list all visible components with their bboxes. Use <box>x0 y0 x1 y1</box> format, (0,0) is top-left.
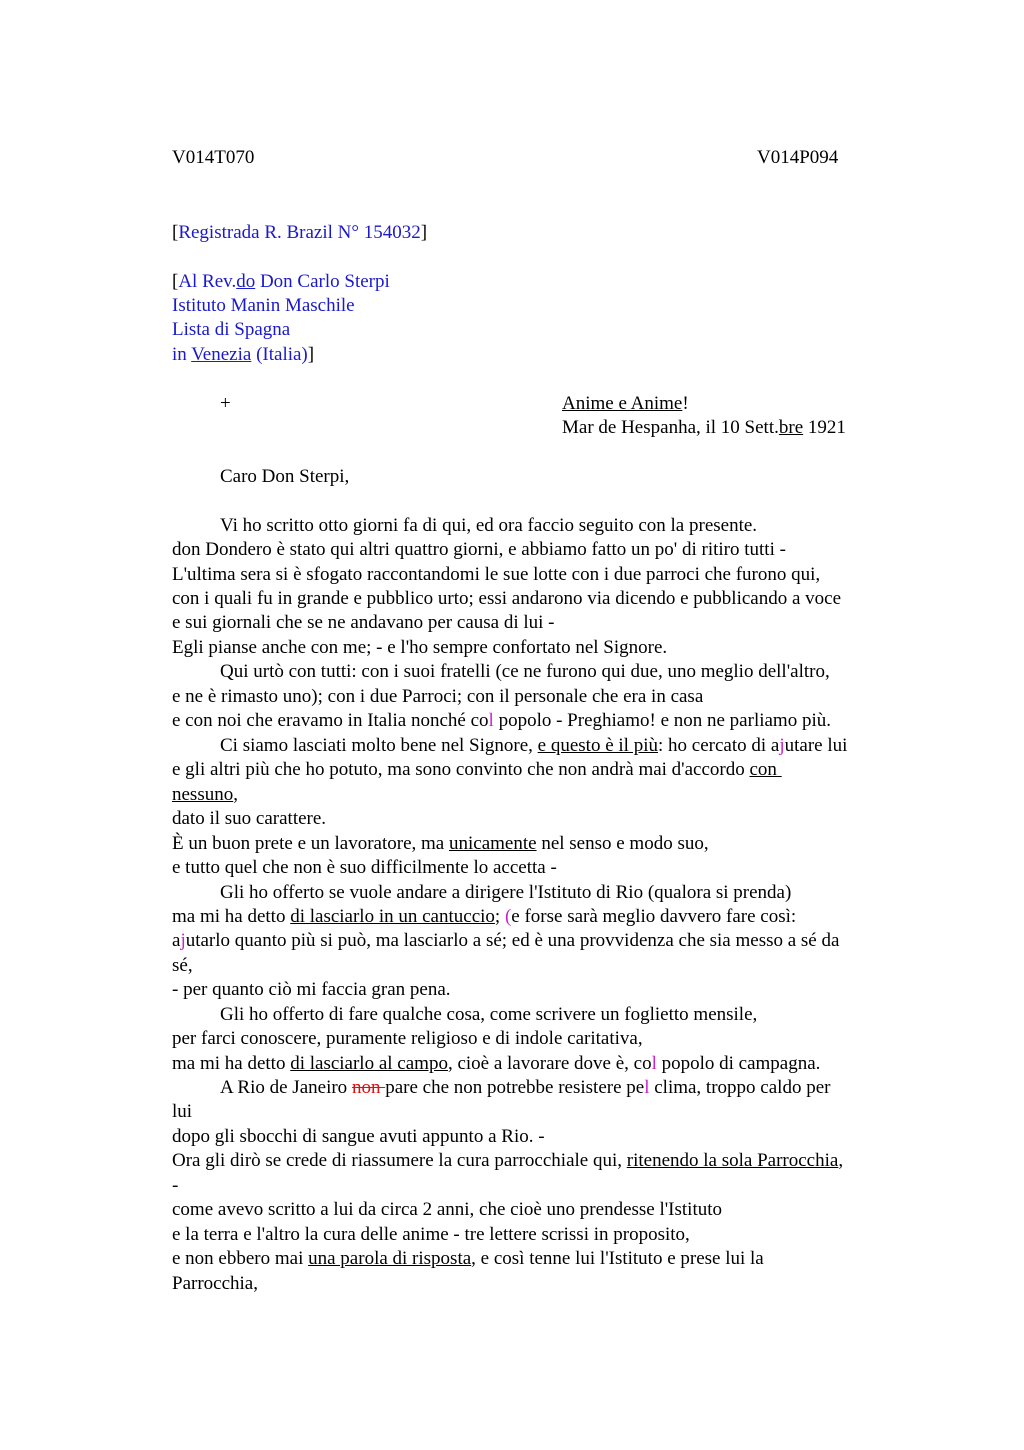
body-line: dopo gli sbocchi di sangue avuti appunto a Rio. - <box>172 1126 545 1147</box>
address-line-2: Istituto Manin Maschile <box>172 295 355 316</box>
body-line: per farci conoscere, puramente religioso e di indole caritativa, <box>172 1028 643 1049</box>
body-line: dato il suo carattere. <box>172 808 327 829</box>
body-line: A Rio de Janeiro non pare che non potrebbe resistere pel clima, troppo caldo per <box>220 1077 831 1098</box>
body-line: - per quanto ciò mi faccia gran pena. <box>172 979 451 1000</box>
body-line: Ora gli dirò se crede di riassumere la cura parrocchiale qui, ritenendo la sola Parrocchia, <box>172 1150 844 1171</box>
body-line: e ne è rimasto uno); con i due Parroci; con il personale che era in casa <box>172 686 704 707</box>
body-line: ajutarlo quanto più si può, ma lasciarlo a sé; ed è una provvidenza che sia messo a sé da <box>172 930 840 951</box>
body-line: come avevo scritto a lui da circa 2 anni, che cioè uno prendesse l'Istituto <box>172 1199 723 1220</box>
body-line: Gli ho offerto se vuole andare a dirigere l'Istituto di Rio (qualora si prenda) <box>220 882 792 903</box>
body-line: e la terra e l'altro la cura delle anime - tre lettere scrissi in proposito, <box>172 1224 690 1245</box>
body-line: Ci siamo lasciati molto bene nel Signore, e questo è il più: ho cercato di ajutare lui <box>220 735 848 756</box>
header-right-code: V014P094 <box>757 147 839 168</box>
body-line: Parrocchia, <box>172 1273 258 1294</box>
body-line: Egli pianse anche con me; - e l'ho sempre confortato nel Signore. <box>172 637 668 658</box>
address-line-4: in Venezia (Italia)] <box>172 344 315 365</box>
registration-text: Registrada R. Brazil N° 154032 <box>178 222 421 243</box>
address-line-3: Lista di Spagna <box>172 319 291 340</box>
body-line: e sui giornali che se ne andavano per causa di lui - <box>172 612 555 633</box>
salutation: Caro Don Sterpi, <box>220 466 350 487</box>
body-line: con i quali fu in grande e pubblico urto; essi andarono via dicendo e pubblicando a voce <box>172 588 842 609</box>
header-left-code: V014T070 <box>172 147 255 168</box>
cross-mark: + <box>220 393 231 414</box>
body-line: nessuno, <box>172 784 238 805</box>
body-line: e gli altri più che ho potuto, ma sono convinto che non andrà mai d'accordo con <box>172 759 782 780</box>
motto: Anime e Anime! <box>562 393 689 414</box>
dateline: Mar de Hespanha, il 10 Sett.bre 1921 <box>562 417 846 438</box>
body-line: L'ultima sera si è sfogato raccontandomi le sue lotte con i due parroci che furono qui, <box>172 564 821 585</box>
body-line: È un buon prete e un lavoratore, ma unicamente nel senso e modo suo, <box>172 833 709 854</box>
registration-line: [Registrada R. Brazil N° 154032] <box>172 222 428 243</box>
address-line-1: [Al Rev.do Don Carlo Sterpi <box>172 271 390 292</box>
body-line: e con noi che eravamo in Italia nonché col popolo - Preghiamo! e non ne parliamo più. <box>172 710 831 731</box>
body-line: lui <box>172 1101 193 1122</box>
body-line: e non ebbero mai una parola di risposta, e così tenne lui l'Istituto e prese lui la <box>172 1248 764 1269</box>
body-line: don Dondero è stato qui altri quattro giorni, e abbiamo fatto un po' di ritiro tutti - <box>172 539 786 560</box>
body-line: Qui urtò con tutti: con i suoi fratelli (ce ne furono qui due, uno meglio dell'altro, <box>220 661 830 682</box>
body-line: e tutto quel che non è suo difficilmente lo accetta - <box>172 857 557 878</box>
body-line: Vi ho scritto otto giorni fa di qui, ed ora faccio seguito con la presente. <box>220 515 758 536</box>
body-line: ma mi ha detto di lasciarlo al campo, cioè a lavorare dove è, col popolo di campagna. <box>172 1053 821 1074</box>
body-line: sé, <box>172 955 193 976</box>
body-line: Gli ho offerto di fare qualche cosa, come scrivere un foglietto mensile, <box>220 1004 758 1025</box>
body-line: - <box>172 1175 179 1196</box>
body-line: ma mi ha detto di lasciarlo in un cantuccio; (e forse sarà meglio davvero fare così: <box>172 906 797 927</box>
